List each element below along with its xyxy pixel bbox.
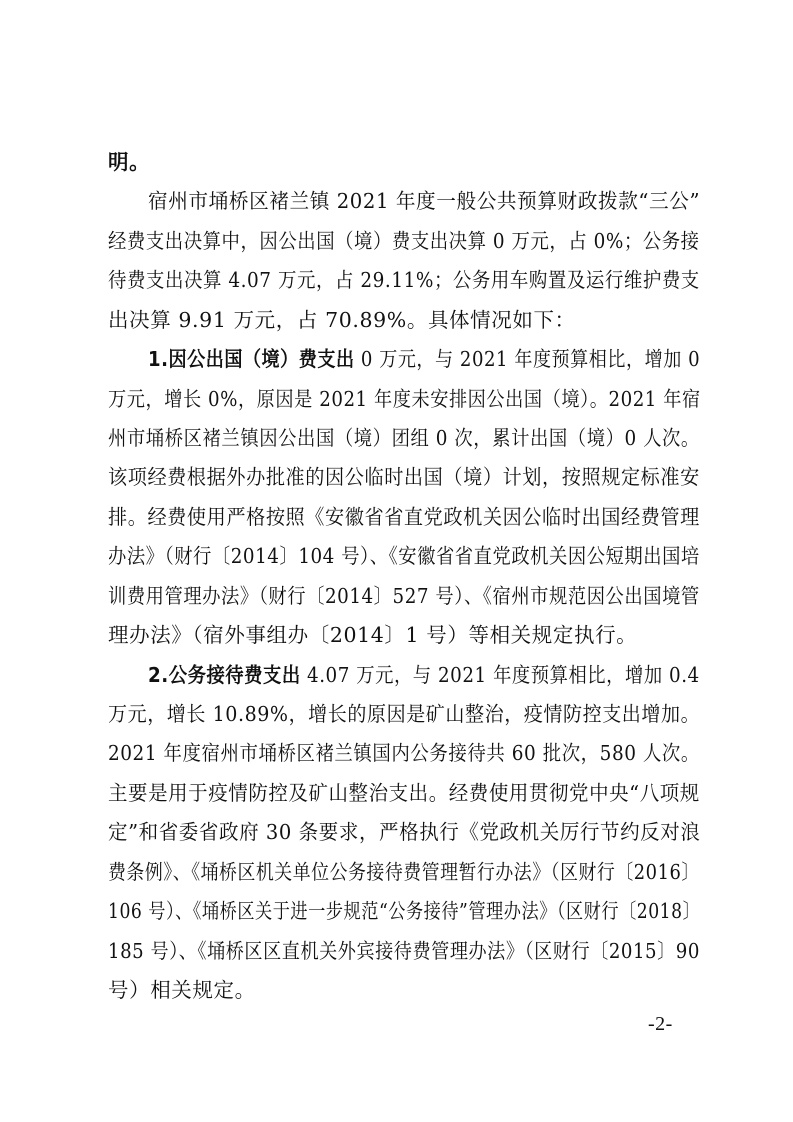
paragraph-1-line — [148, 186, 700, 216]
paragraph-3-line — [108, 936, 700, 966]
paragraph-2-line — [108, 541, 700, 571]
line-text: 明。 — [108, 150, 151, 174]
line-text: 主要是用于疫情防控及矿山整治支出。经费使用贯彻党中央“八项规 — [108, 781, 700, 805]
paragraph-3-line — [108, 817, 700, 847]
section-heading: 2.公务接待费支出 — [148, 663, 301, 687]
paragraph-2-line — [108, 620, 637, 650]
paragraph-3-line — [108, 896, 700, 926]
paragraph-1-line — [108, 305, 576, 335]
line-text: 185 号）、《埇桥区区直机关外宾接待费管理办法》（区财行〔2015〕90 — [108, 939, 700, 963]
line-text: 经费支出决算中，因公出国（境）费支出决算 0 万元，占 0%；公务接 — [108, 229, 700, 253]
line-text: 定”和省委省政府 30 条要求，严格执行《党政机关厉行节约反对浪 — [108, 820, 701, 844]
line-text: 宿州市埇桥区褚兰镇 2021 年度一般公共预算财政拨款“三公” — [148, 189, 701, 213]
paragraph-3-line — [108, 778, 700, 808]
page-number: -2- — [648, 1013, 673, 1035]
line-text: 出决算 9.91 万元，占 70.89%。具体情况如下： — [108, 308, 576, 332]
line-text: 理办法》（宿外事组办〔2014〕1 号）等相关规定执行。 — [108, 623, 638, 647]
line-text: 排。经费使用严格按照《安徽省省直党政机关因公临时出国经费管理 — [108, 505, 700, 529]
paragraph-3-line — [148, 660, 700, 690]
line-text: 万元，增长 0%，原因是 2021 年度未安排因公出国（境）。2021 年宿 — [108, 387, 701, 411]
paragraph-2-line — [148, 344, 700, 374]
paragraph-3-line — [108, 699, 700, 729]
line-text: 万元，增长 10.89%，增长的原因是矿山整治，疫情防控支出增加。 — [108, 702, 701, 726]
paragraph-1-line — [108, 265, 700, 295]
paragraph-3-line — [108, 738, 700, 768]
line-text: 0 万元，与 2021 年度预算相比，增加 0 — [354, 347, 701, 371]
line-text: 4.07 万元，与 2021 年度预算相比，增加 0.4 — [300, 663, 700, 687]
line-text: 州市埇桥区褚兰镇因公出国（境）团组 0 次，累计出国（境）0 人次。 — [108, 426, 700, 450]
paragraph-2-line — [108, 502, 700, 532]
paragraph-2-line — [108, 384, 701, 414]
line-text: 费条例》、《埇桥区机关单位公务接待费管理暂行办法》（区财行〔2016〕 — [108, 860, 700, 884]
line-text: 2021 年度宿州市埇桥区褚兰镇国内公务接待共 60 批次，580 人次。 — [108, 741, 700, 765]
paragraph-3-line — [108, 857, 700, 887]
paragraph-1-line — [108, 226, 700, 256]
paragraph-3-line — [108, 975, 256, 1005]
line-text: 待费支出决算 4.07 万元，占 29.11%；公务用车购置及运行维护费支 — [108, 268, 700, 292]
line-text: 该项经费根据外办批准的因公临时出国（境）计划，按照规定标准安 — [108, 465, 700, 489]
line-text: 训费用管理办法》（财行〔2014〕527 号）、《宿州市规范因公出国境管 — [108, 584, 700, 608]
section-heading: 1.因公出国（境）费支出 — [148, 347, 355, 371]
line-text: 号）相关规定。 — [108, 978, 256, 1002]
paragraph-2-line — [108, 462, 700, 492]
line-text: 106 号）、《埇桥区关于进一步规范“公务接待”管理办法》（区财行〔2018〕 — [108, 899, 701, 923]
line-text: 办法》（财行〔2014〕104 号）、《安徽省省直党政机关因公短期出国培 — [108, 544, 700, 568]
paragraph-2-line — [108, 581, 700, 611]
text-line — [108, 147, 150, 177]
paragraph-2-line — [108, 423, 700, 453]
